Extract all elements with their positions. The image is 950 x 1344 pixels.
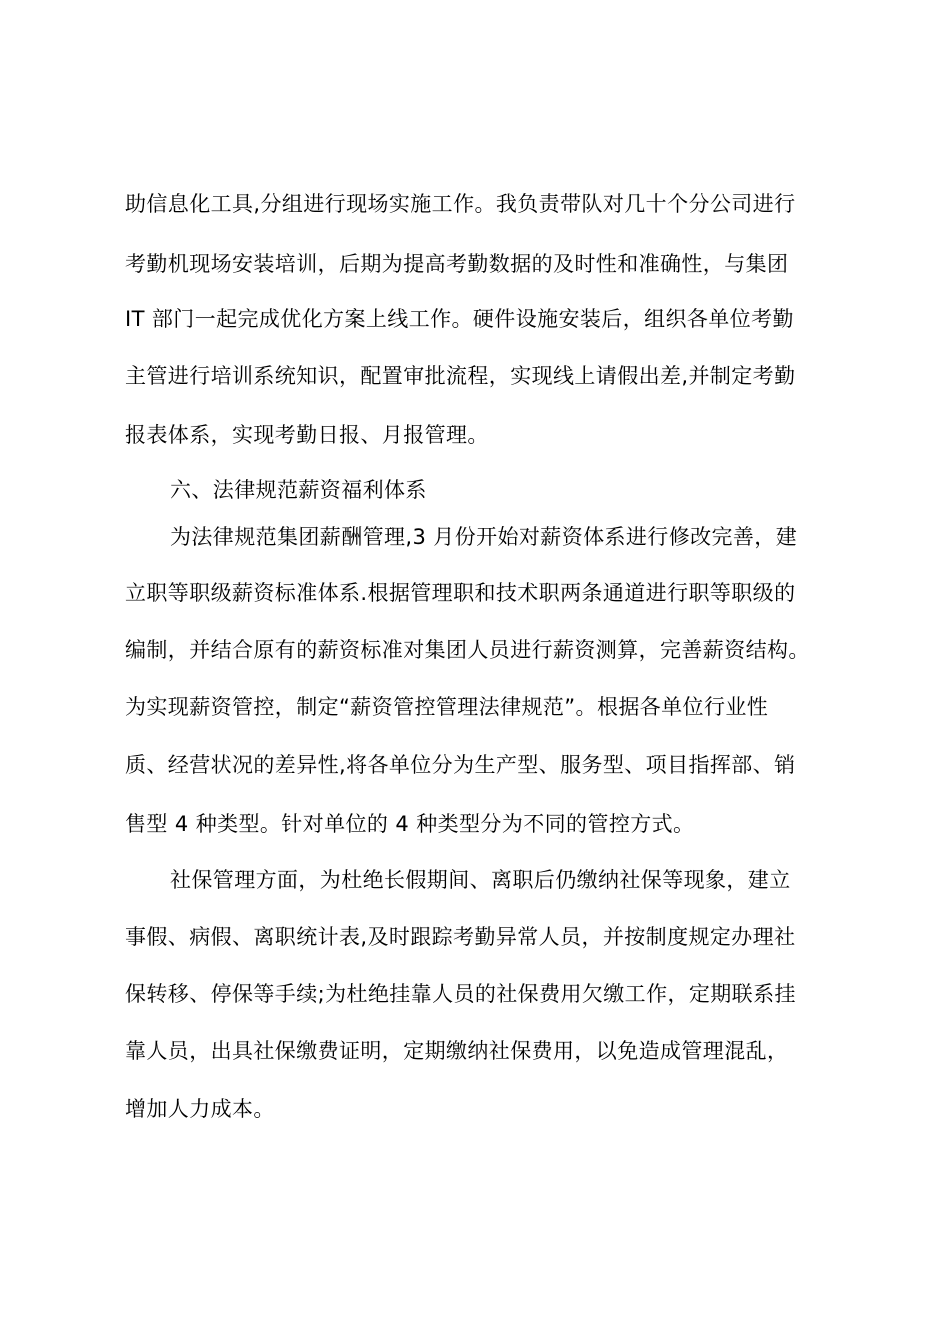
text-line: 靠人员，出具社保缴费证明，定期缴纳社保费用，以免造成管理混乱， [125,1039,789,1063]
text-line: 质、经营状况的差异性,将各单位分为生产型、服务型、项目指挥部、销 [125,753,796,777]
text-line: 立职等职级薪资标准体系.根据管理职和技术职两条通道进行职等职级的 [125,581,796,605]
text-line: 报表体系，实现考勤日报、月报管理。 [125,423,489,447]
text-line: 助信息化工具,分组进行现场实施工作。我负责带队对几十个分公司进行 [125,192,796,216]
text-line: 事假、病假、离职统计表,及时跟踪考勤异常人员，并按制度规定办理社 [125,925,796,949]
text-line: 主管进行培训系统知识，配置审批流程，实现线上请假出差,并制定考勤 [125,364,796,388]
text-line: 社保管理方面，为杜绝长假期间、离职后仍缴纳社保等现象，建立 [170,868,791,892]
text-line: 编制，并结合原有的薪资标准对集团人员进行薪资测算，完善薪资结构。 [125,638,810,662]
text-line: 为实现薪资管控，制定“薪资管控管理法律规范”。根据各单位行业性 [125,695,769,719]
text-line: 考勤机现场安装培训，后期为提高考勤数据的及时性和准确性，与集团 [125,252,789,276]
text-line: 增加人力成本。 [125,1097,275,1121]
text-line: IT 部门一起完成优化方案上线工作。硬件设施安装后，组织各单位考勤 [125,307,794,331]
text-line: 售型 4 种类型。针对单位的 4 种类型分为不同的管控方式。 [125,812,695,836]
section-heading: 六、法律规范薪资福利体系 [170,478,427,502]
text-line: 为法律规范集团薪酬管理,3 月份开始对薪资体系进行修改完善，建 [170,525,798,549]
text-line: 保转移、停保等手续;为杜绝挂靠人员的社保费用欠缴工作，定期联系挂 [125,982,796,1006]
